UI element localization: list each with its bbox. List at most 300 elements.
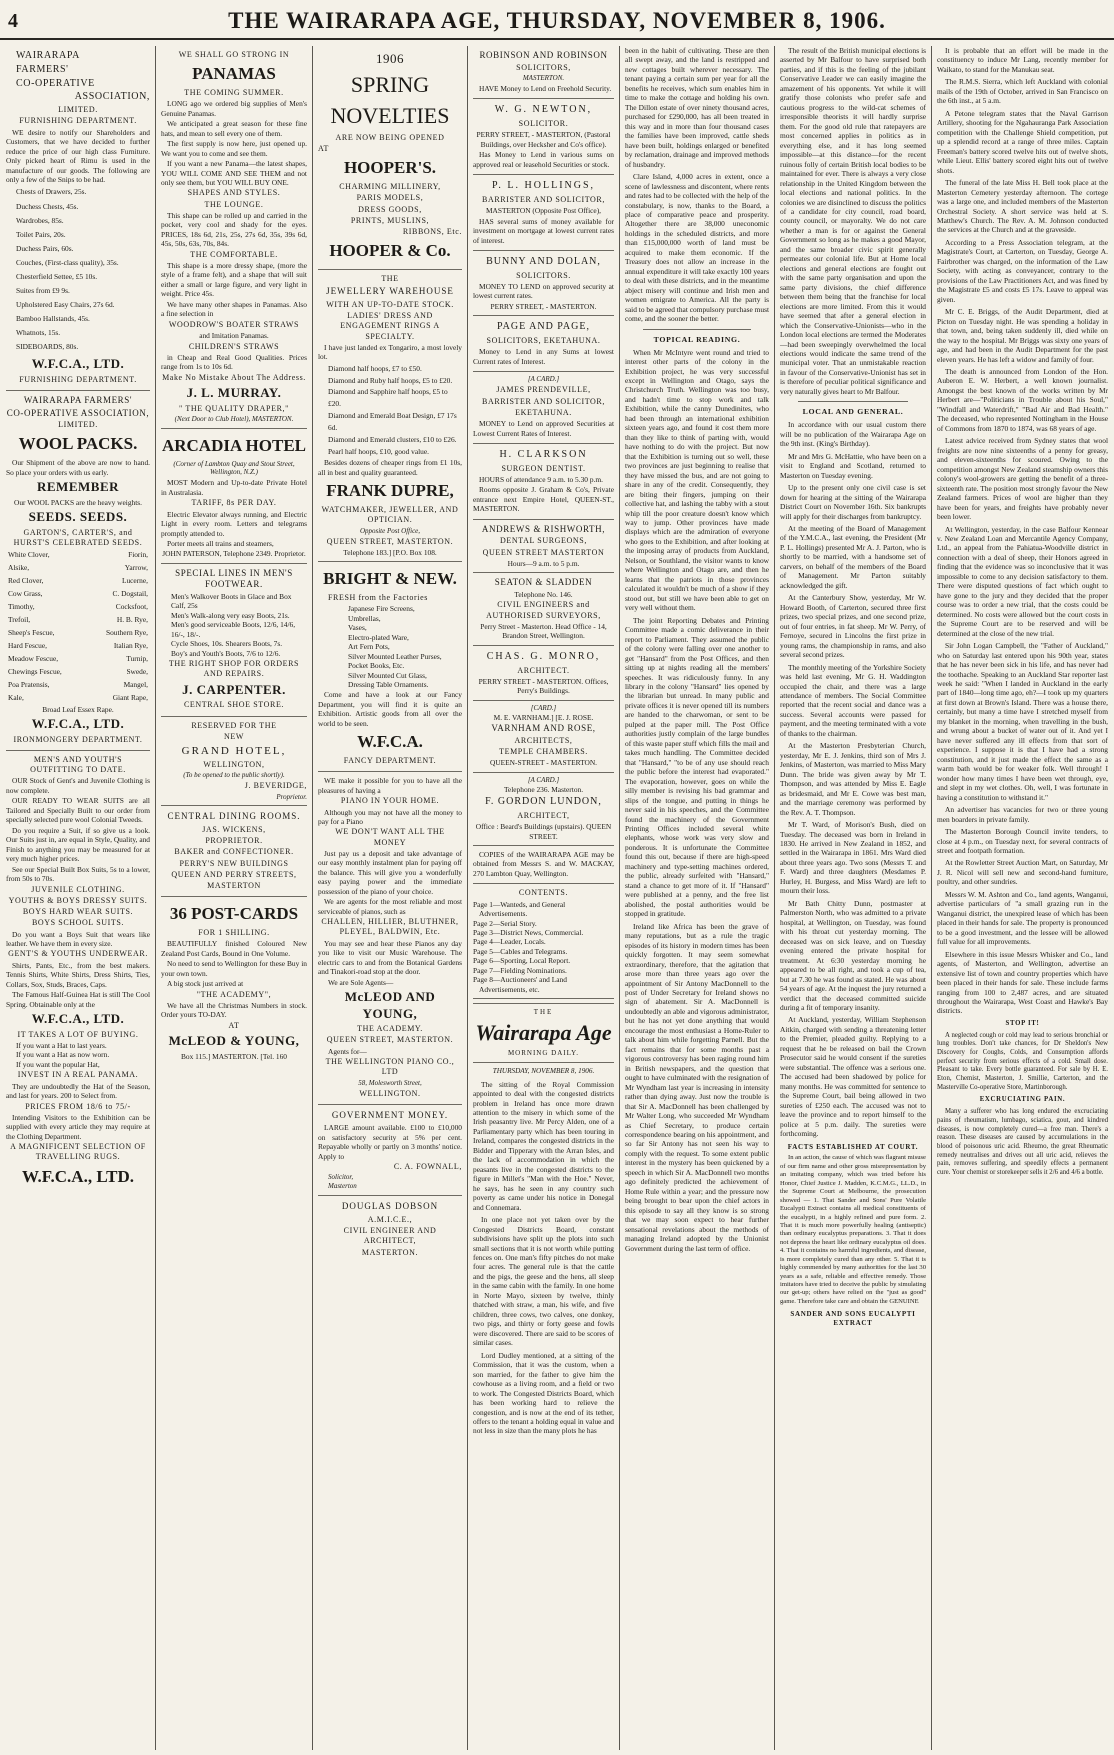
ad-text: No need to send to Wellington for these Buy in your own town. — [161, 959, 307, 978]
newspaper-title: THE WAIRARAPA AGE, THURSDAY, NOVEMBER 8, 1906. — [228, 8, 886, 33]
article-paragraph: Clare Island, 4,000 acres in extent, once a scene of lawlessness and discontent, where rents and rates had to be collected with the help of the constabulary, is now, thanks to the Board, a place of comparative peace and prosperity. Altogether there are 38,000 uneconomic holdings in the scheduled districts, and more than £15,000,000 worth of land must be acquired to make them economic. If the Treasury does not allow an increase in the annual expenditure it will take exactly 100 years to deal with these districts, and in the meantime abject misery will continue and Irish men and women emigrate to America. All the party is said to be agreed that compulsory purchase must come, and the sooner the better. — [625, 172, 769, 324]
dateline: THURSDAY, NOVEMBER 8, 1906. — [492, 1067, 595, 1076]
ad-text: MONEY TO LEND on approved security at lowest current rates. — [473, 282, 614, 301]
ad-line: CIVIL ENGINEER AND ARCHITECT, — [343, 1226, 437, 1246]
ad-subheading: CENTRAL SHOE STORE. — [183, 700, 285, 710]
ad-line: Agents for— — [328, 1046, 367, 1056]
ad-title: VARNHAM AND ROSE, — [491, 723, 596, 734]
ad-subheading: LADIES' DRESS AND ENGAGEMENT RINGS A SPECIALTY. — [340, 311, 440, 341]
hollings-card — [473, 175, 614, 251]
list-item: Page 8—Auctioneers' and Land Advertisements, etc. — [473, 975, 567, 994]
ad-line: [A CARD.] — [527, 375, 560, 384]
ad-subheading: JUVENILE CLOTHING. — [31, 884, 125, 894]
column-4 — [470, 46, 617, 1750]
article-paragraph: It is probable that an effort will be made in the constituency to induce Mr Lang, recently member for Waikato, to stand for the Manukau seat. — [937, 46, 1108, 74]
ad-line: PERRY STREET, - MASTERTON, (Pastoral Buildings, over Hecksher and Co's office). — [476, 130, 611, 149]
ad-line: Proprietor. — [276, 792, 307, 801]
ad-line: THE ACADEMY. — [357, 1024, 423, 1034]
ad-title: P. L. HOLLINGS, — [491, 180, 596, 192]
article-paragraph: The Masterton Borough Council invite tenders, to close at 4 p.m., on Tuesday next, for several contracts of street and footpath formation. — [937, 827, 1108, 855]
ad-line: JOHN PATERSON, Telephone 2349. Proprietor. — [162, 549, 306, 559]
ad-subheading: THE RIGHT SHOP FOR ORDERS AND REPAIRS. — [168, 659, 300, 679]
article-paragraph: A neglected cough or cold may lead to serious bronchial or lung troubles. Don't take chances, for Dr Sheldon's New Discovery for Coughs, Colds, and Consumption affords perfect security from serious effects of a cold. Small dose. Pleasant to take. Every bottle guaranteed. For sale by H. E. Eton, Chemist, Masterton, J. Smillie, Carterton, and the Masterville Co-operative Store, Martinborough. — [937, 1031, 1108, 1091]
ad-text: A big stock just arrived at — [167, 979, 244, 989]
list-item: Silver Mounted Leather Purses, Pocket Books, Etc. — [348, 651, 442, 671]
ad-brand: McLEOD AND YOUNG, — [344, 989, 436, 1021]
list-item: Whatnots, 15s. — [16, 328, 61, 338]
list-item: Page 6—Sporting, Local Report. — [473, 956, 571, 966]
article-paragraph: A Petone telegram states that the Naval Garrison Artillery, shooting for the Ngahauranga Park Association competition with the Challenge Shield competition, put up a splendid record at a range of three miles. Captain Freeman's battery scored twelve hits out of twelve shots, while Lieut. Ellis' battery scored eight hits out of twelve shots. — [937, 108, 1108, 175]
ad-text: Our Shipment of the above are now to hand. So place your orders with us early. — [6, 458, 150, 477]
article-paragraph: Mr C. E. Briggs, of the Audit Department, died at Picton on Tuesday night. He was spending a holiday in that town, and, being taken suddenly ill, died while on the way to the hospital. Mr Briggs was sixty one years of age, and had been in the Audit Department for the past eleven years. He has left a widow and family of four. — [937, 307, 1108, 364]
ad-heading: LIMITED. — [58, 420, 98, 430]
ad-subheading: WITH AN UP-TO-DATE STOCK. — [326, 299, 454, 309]
wfca-furniture-ad — [6, 46, 150, 391]
list-item: Diamond and Emerald Boat Design, £7 17s 6d. — [328, 411, 457, 432]
ad-text: Although you may not have all the money to pay for a Piano — [318, 807, 462, 826]
ad-subheading: FURNISHING DEPARTMENT. — [19, 374, 137, 384]
ad-subheading: IRONMONGERY DEPARTMENT. — [13, 734, 143, 744]
list-item: Chewings Fescue, Swede, — [8, 666, 148, 676]
column-6 — [777, 46, 929, 1750]
ad-title: ROBINSON AND ROBINSON — [479, 50, 608, 60]
list-item: Suites from £9 9s. — [16, 285, 70, 295]
list-item: Japanese Fire Screens, — [348, 604, 415, 614]
list-item: Bamboo Hallstands, 45s. — [16, 314, 90, 324]
ad-text: Do you want a Boys Suit that wears like leather. We have them in every size. — [6, 929, 150, 949]
ad-line: SOLICITORS, — [516, 62, 571, 72]
copies-notice — [473, 846, 614, 884]
ad-line: We are Sole Agents— — [328, 977, 394, 987]
arcadia-hotel-ad — [161, 429, 307, 564]
ad-subheading: "THE ACADEMY", — [196, 989, 272, 999]
ad-title: CHAS. G. MONRO, — [486, 650, 601, 662]
ad-title: GOVERNMENT MONEY. — [331, 1109, 449, 1120]
list-item: Broad Leaf Essex Rape. — [42, 704, 114, 714]
ad-title: F. GORDON LUNDON, — [485, 796, 602, 807]
ad-brand: HOOPER & Co. — [329, 241, 451, 261]
section-heading: FACTS ESTABLISHED AT COURT. — [787, 1142, 919, 1151]
ad-line: Solicitor, — [328, 1173, 354, 1182]
section-heading: STOP IT! — [1005, 1019, 1040, 1027]
ad-line: 58, Molesworth Street, — [358, 1078, 422, 1087]
ad-line: BARRISTER AND SOLICITOR, — [482, 194, 605, 204]
jewellery-ad — [318, 270, 462, 562]
list-item: Art Fern Pots, — [348, 642, 390, 652]
article-paragraph: In an action, the cause of which was flagrant misuse of our firm name and other gross misrepresentation by an imitating company, which was tried before his Honor, Chief Justice J. Madden, K.C.M.G., LL.D., in the Supreme Court at Melbourne, the prosecution showed — 1. That Sander and Sons' Pure Volatile Eucalypti Extract contains all medical constituents of the eucalypti, in a highly refined and pure form. 2. That it is much more powerfully healing (antiseptic) than ordinary eucalyptus preparations. 3. That it does not depress the heart like ordinary eucalyptus oil does. 4. That it contains no harmful ingredients, and disease, is more completely cured than any other. 5. That it is highly commended by many authorities for the last 30 years as a safe, reliable and effective remedy. Those imitators have tried to deceive the public by simulating our get-up; others have relied on the "just as good" game. Therefore take care and obtain the GENUINE — [780, 1154, 926, 1305]
list-item: Timothy, Cocksfoot, — [8, 602, 148, 612]
ad-text: Porter meets all trains and steamers, — [167, 538, 274, 548]
ad-line: (To be opened to the public shortly). — [183, 771, 285, 780]
ad-text: Shirts, Pants, Etc., from the best makers. Tennis Shirts, White Shirts, Dress Shirts, Ties, Collars, Sox, Studs, Braces, Caps. — [6, 960, 150, 989]
ad-subheading: CHILDREN'S STRAWS — [188, 341, 280, 351]
article-paragraph: The result of the British municipal elections is asserted by Mr Balfour to have surprised both parties, and if this is the feeling of the jubilant Conservative Leader we can easily imagine the amazement of his opponents. Yet while it will gratify those colonists who prefer safe and cautious progress to the wild-cat schemes of irresponsible theorists it will hardly surprise them. For the good old rule that ratepayers are most concerned applies in politics as in everything else, and it has long seemed impossible—at this distance—for the recent ruinous folly of certain British local bodies to be maintained for ever. There is always a very close relationship in the United Kingdom between the local elections and national politics. In the colonies we are disinclined to discuss the politics of a candidate for city council, road board, county council, or mayoralty. We do not care whether a man is for or against the General Government so long as he makes a good Mayor, and the same broader civic spirit generally permeates our colonial life. But at Home local elections and general elections are fought out with the same party organisation and upon the same party divisions, the chief difference between them being that the franchise for local elections are more limited. From this it would have seemed that after a general election in which the Conservative-Unionists—who in the London local elections are termed the Moderates—had been sweepingly overwhelmed the local elections would indicate the same trend of the municipal voter. That an unmistakable reaction in favour of the Conservative-Unionist has set in is therefore of peculiar political significance and very naturally gives heart to Mr Balfour. — [780, 46, 926, 396]
ad-title: GRAND HOTEL, — [181, 745, 287, 758]
ad-line: SURGEON DENTIST. — [501, 463, 586, 473]
article-paragraph: When Mr McIntyre went round and tried to interest other parts of the colony in the Exhibition project, he was very successful except in Wellington and Otago, says the Christchurch Truth. Wellington was too busy, and hadn't time to stop work and talk Exhibition, while the canny Dunedinites, who had been through an international exhibition sixteen years ago, and found it cost them more than they like to think of parting with, would have nothing to do with the project. But now that the Exhibition is turning out so well, these two provinces are just beginning to realise that they have missed the bus, and are not going to share in any of the credit. Consequently, they are biting their fingers, jumping on their collective hat, and lashing the tabby with a stout whip till the poor creature doesn't know which way to jump. Other provinces have made displays which are the admiration of everyone who goes to the Exhibition, and after looking at the imposing array of products from Auckland, Nelson, or Southland, the visitor wants to know where Wellington and Otago are, and then he learns that the patriots in those provinces calculated it wouldn't be much of a show if they stood out, but still we have been able to get on very well without them. — [625, 347, 769, 613]
ad-line: QUEEN STREET, MASTERTON. — [326, 536, 454, 546]
ad-line: (Next Door to Club Hotel), MASTERTON. — [174, 414, 294, 423]
ad-line: PROPRIETOR. — [205, 836, 263, 846]
list-item: Cycle Shoes, 10s. Shearers Boots, 7s. — [171, 639, 283, 649]
ad-line: ARCHITECT, — [517, 810, 570, 820]
ad-title: JEWELLERY WAREHOUSE — [326, 286, 454, 297]
list-item: Pearl half hoops, £10, good value. — [328, 446, 429, 456]
ad-title: NOVELTIES — [330, 102, 450, 128]
ad-heading: LIMITED. — [58, 105, 98, 115]
list-item: Meadow Fescue, Turnip, — [8, 653, 148, 663]
andrews-card — [473, 520, 614, 573]
ad-text: HOURS of attendance 9 a.m. to 5.30 p.m. — [479, 475, 603, 485]
ad-line: CHARMING MILLINERY, — [339, 182, 441, 192]
ad-subheading: CHALLEN, HILLIER, BLUTHNER, PLEYEL, BALDWIN, Etc. — [321, 917, 459, 937]
list-item: Umbrellas, — [348, 613, 381, 623]
ad-title: CENTRAL DINING ROOMS. — [167, 811, 301, 822]
postcards-ad — [161, 897, 307, 1065]
article-paragraph: At Wellington, yesterday, in the case Balfour Kennear v. New Zealand Loan and Mercantile Agency Company, Ltd., an appeal from the Pahiatua-Woodville district in connection with a deal of sheep, their Honors agreed in finding that the evidence was so inconclusive that it was impossible to come to any decision satisfactory to them. There were disputed questions of fact which ought to have gone to the jury and they decided that the proper course was to order a new trial, that the costs could be determined. No costs were allowed but the court costs in the Supreme Court are to be reserved and will be determined at the close of the new trial. — [937, 524, 1108, 638]
list-item: Trefoil, H. B. Rye, — [8, 614, 148, 624]
ad-line: AT — [228, 1020, 240, 1030]
ad-line: TEMPLE CHAMBERS. — [499, 746, 588, 756]
ad-brand: W.F.C.A., LTD. — [31, 1011, 125, 1027]
ad-line: If you want the popular Hat, — [16, 1059, 100, 1069]
list-item: Page 3—District News, Commercial. — [473, 928, 584, 938]
ad-line: ARCHITECT. — [517, 665, 570, 675]
ad-subheading: TARIFF, 8s PER DAY. — [191, 498, 277, 508]
ad-line: If you want a Hat as now worn. — [16, 1050, 110, 1060]
list-item: Couches, (First-class quality), 35s. — [16, 257, 119, 267]
ad-title: 36 POST-CARDS — [169, 904, 299, 924]
list-item: Chests of Drawers, 25s. — [16, 187, 87, 197]
section-rule — [798, 401, 908, 402]
ad-title: JAMES PRENDEVILLE, — [496, 385, 591, 395]
ad-brand: J. CARPENTER. — [182, 681, 286, 697]
ad-line: SOLICITORS. — [516, 270, 571, 280]
article-paragraph: Mr T. Ward, of Morison's Bush, died on Tuesday. The deceased was born in Ireland in 1830. He arrived in New Zealand in 1852, and settled in the Wairarapa in 1861. Mrs Ward died about three years ago. Two sons (Messrs T. and F. Ward) and three daughters (Mesdames P. Hurley, H. Burgess, and Miss Ward) are left to mourn their loss. — [780, 820, 926, 896]
list-item: Cow Grass, C. Dogstail, — [8, 589, 148, 599]
ad-text: Has Money to Lend in various sums on approved real or leasehold Securities or stock. — [473, 150, 614, 169]
ad-subheading: FANCY DEPARTMENT. — [343, 756, 437, 766]
section-heading: EXCRUCIATING PAIN. — [979, 1096, 1066, 1104]
ad-line: WELLINGTON. — [359, 1088, 421, 1098]
article-paragraph: The death is announced from London of the Hon. Auberon E. W. Herbert, a well known journalist. Amongst the best known of the works written by Mr Herbert are—"Politicians in Trouble about his Soul," "Windfall and Waterdrift," "Bad Air and Bad Health." The deceased, who represented Nottingham in the House of Commons from 1870 to 1874, was 68 years of age. — [937, 367, 1108, 433]
masthead — [0, 0, 1114, 40]
section-heading: LOCAL AND GENERAL. — [802, 407, 904, 417]
list-item: Duchess Pairs, 60s. — [16, 243, 74, 253]
dining-rooms-ad — [161, 806, 307, 897]
ad-text: Money to Lend in any Sums at lowest Current rates of Interest. — [473, 347, 614, 366]
ad-line: Telephone 183.] [P.O. Box 108. — [343, 547, 437, 557]
article-paragraph: In one place not yet taken over by the Congested Districts Board, constant subdivisions have split up the plots into such small sections that it is not worth while putting fences on. One man's fifty pitches do not make four acres. The general rule is that the cattle and the pigs, the geese and the hens, all sleep in the same cabin with the family. In one home in Norte Mayo, sixteen by twelve, thinly thatched with straw, a man, his wife, and five children, three cows, two calves, one donkey, two pigs, and thirty or forty geese and fowls were discovered. There are said to be scores of similar cases. — [473, 1215, 614, 1348]
section-heading: TOPICAL READING. — [653, 334, 741, 344]
ad-subheading: INVEST IN A REAL PANAMA. — [17, 1070, 139, 1080]
ad-subheading: PRICES FROM 18/6 to 75/- — [25, 1101, 131, 1111]
ad-line: YOUTHS & BOYS DRESSY SUITS. — [8, 895, 148, 905]
ad-text: They are undoubtedly the Hat of the Season, and last for years. 200 to Select from. — [6, 1081, 150, 1101]
article-paragraph: At the Rowletter Street Auction Mart, on Saturday, Mr J. R. Nicol will sell new and second-hand furniture, poultry, and other sundries. — [937, 858, 1108, 887]
ad-subheading: JAS. WICKENS, — [202, 825, 266, 834]
ad-heading: CO-OPERATIVE — [16, 77, 95, 89]
prendeville-card — [473, 372, 614, 444]
ad-brand: FRANK DUPRE, — [326, 481, 454, 501]
ad-text: Our WOOL PACKS are the heavy weights. — [13, 497, 143, 507]
article-paragraph: Latest advice received from Sydney states that wool freights are now nine sixteenths of a penny for greasy, and eleven-sixteenths for scoured. Owing to the competition amongst New Zealand steamship owners this colony's wool-growers are getting the benefit of a three-sixteenth rate. The position most strongly favour the New Zealand farmers. Prices of wool are higher than they have been for years, and freights have probably never been lower. — [937, 436, 1108, 522]
ad-text: WE make it possible for you to have all the pleasures of having a — [318, 776, 462, 795]
ad-text: We are agents for the most reliable and most serviceable of pianos, such as — [318, 897, 462, 916]
list-item: Toilet Pairs, 20s. — [16, 229, 66, 239]
ad-line: RIBBONS, Etc. — [402, 227, 462, 237]
list-item: Page 1—Wanteds, and General Advertisements. — [473, 899, 566, 919]
piano-ad — [318, 772, 462, 1105]
ad-line: PERRY STREET, - MASTERTON. — [490, 301, 597, 311]
ad-heading: RESERVED FOR THE — [191, 720, 277, 730]
ad-text: MONEY to Lend on approved Securities at Lowest Current Rates of Interest. — [473, 419, 614, 438]
column-5 — [622, 46, 772, 1750]
ad-line: QUEEN STREET, MASTERTON. — [326, 1035, 454, 1045]
ad-brand: W.F.C.A., LTD. — [31, 716, 125, 732]
ad-subheading: WOODROW'S BOATER STRAWS — [168, 319, 300, 329]
ad-subheading: THE COMFORTABLE. — [190, 249, 278, 259]
list-item: Dressing Table Ornaments. — [348, 680, 429, 689]
ad-year: 1906 — [376, 51, 404, 66]
ad-line: QUEEN AND PERRY STREETS, — [171, 869, 297, 879]
list-item: Electro-plated Ware, — [348, 632, 409, 642]
ad-text: Just pay us a deposit and take advantage of our easy monthly instalment plan for paying off the balance. This will give you a wonderfully easy paying power and the immediate possession of the piano of your choice. — [318, 848, 462, 896]
ad-line: Make No Mistake About The Address. — [162, 372, 306, 382]
ad-line: (Corner of Lambton Quay and Stout Street, Wellington, N.Z.) — [173, 459, 295, 477]
ad-line: DRESS GOODS, — [358, 204, 422, 214]
ad-text: WE desire to notify our Shareholders and Customers, that we have decided to further reduce the price of our high class Furniture. Only picked heart of Rimu is used in the manufacture of our goods. The following are only a few of the Snips to be had. — [6, 127, 150, 184]
ad-brand: W.F.C.A., LTD. — [31, 356, 125, 372]
ad-line: MASTERTON. — [361, 1247, 419, 1257]
list-item: Wardrobes, 85s. — [16, 215, 64, 225]
ad-subheading: IT TAKES A LOT OF BUYING. — [17, 1029, 139, 1039]
ad-line: SOLICITORS, EKETAHUNA. — [486, 336, 601, 346]
ad-line: Box 115.] MASTERTON. [Tel. 160 — [181, 1051, 287, 1061]
local-general — [780, 46, 926, 1328]
ad-text: See our Special Built Box Suits, 5s to a lower, from 50s to 70s. — [6, 864, 150, 884]
ad-line: Opposite Post Office, — [359, 526, 421, 535]
ad-subheading: SHAPES AND STYLES. — [187, 188, 281, 198]
page-number: 4 — [8, 10, 18, 32]
ad-line: QUEEN-STREET - MASTERTON. — [489, 758, 598, 768]
ad-subheading: A MAGNIFICENT SELECTION OF TRAVELLING RUGS. — [10, 1142, 146, 1162]
ad-heading: CO-OPERATIVE ASSOCIATION, — [6, 407, 150, 418]
robinson-card — [473, 46, 614, 99]
footwear-list — [161, 592, 307, 658]
article-paragraph: Mr Bath Chitty Dunn, postmaster at Palmerston North, who was admitted to a private hospital, at Wellington, on Tuesday, was found with his throat cut yesterday morning. The deceased was on sick leave, and on Tuesday evening entered the private hospital for treatment. At 6:30 yesterday morning he appeared to be all right, and took a cup of tea, but at 7.30 he was found as stated. He was about 54 years of age. At the inquest the jury returned a verdict that the deceased committed suicide during a fit of temporary insanity. — [780, 898, 926, 1012]
ad-line: THE — [381, 274, 399, 284]
bright-new-ad — [318, 562, 462, 772]
ad-text: HAVE Money to Lend on Freehold Security. — [479, 83, 612, 93]
ad-title: PAGE AND PAGE, — [496, 321, 590, 333]
ad-text: LARGE amount available. £100 to £10,000 on satisfactory security at 5% per cent. Repayable wholly or partly on 3 months' notice. Apply to — [318, 1123, 462, 1161]
dobson-ad — [318, 1196, 462, 1262]
list-item: Men's Walkover Boots in Glace and Box Calf, 25s — [171, 591, 292, 611]
contents-list — [473, 900, 614, 995]
ad-text: Come and have a look at our Fancy Department, you will find it is quite an Exhibition. Artistic goods from all over the world to be seen. — [318, 690, 462, 728]
ad-line: PARIS MODELS, — [356, 193, 424, 203]
list-item: Boy's and Youth's Boots, 7/6 to 12/6. — [171, 648, 281, 658]
furniture-list — [6, 185, 150, 354]
ad-text: LONG ago we ordered big supplies of Men's Genuine Panamas. — [161, 99, 307, 118]
ad-text: in Cheap and Real Good Qualities. Prices range from 1s to 10s 6d. — [161, 352, 307, 372]
ad-subheading: BAKER and CONFECTIONER. — [174, 847, 294, 857]
section-heading: SANDER AND SONS EUCALYPTI EXTRACT — [790, 1310, 916, 1328]
ad-heading: WE SHALL GO STRONG IN — [178, 50, 290, 59]
newton-card — [473, 99, 614, 175]
ad-text: BEAUTIFULLY finished Coloured New Zealand Post Cards, Bound in One Volume. — [161, 939, 307, 958]
ad-brand: W.F.C.A., LTD. — [22, 1166, 134, 1186]
ad-text: COPIES of the WAIRARAPA AGE may be obtained from Messrs S. and W. MACKAY, 270 Lambton Quay, Wellington. — [473, 849, 614, 878]
ad-line: C. A. FOWNALL, — [393, 1162, 462, 1172]
list-item: Diamond and Ruby half hoops, £5 to £20. — [328, 375, 453, 385]
ad-line: Perry Street - Masterton. Head Office - 14, Brandon Street, Wellington. — [480, 621, 607, 641]
monro-card — [473, 646, 614, 701]
list-item: Silver Mounted Cut Glass, — [348, 670, 427, 680]
ad-line: Office : Beard's Buildings (upstairs). QUEEN STREET. — [475, 822, 612, 841]
list-item: Poa Pratensis, Mangel, — [8, 679, 148, 689]
ad-text: If you want a new Panama—the latest shapes, YOU WILL COME AND SEE THEM and not only see them, but YOU WILL BUY ONE. — [161, 159, 307, 187]
ad-line: BOYS SCHOOL SUITS. — [31, 918, 125, 928]
ad-line: BARRISTER AND SOLICITOR, — [482, 396, 605, 406]
article-paragraph: Ireland like Africa has been the grave of many reputations, but as a rule the tragic episodes of its history in modern times has been quickly forgotten. It may seem somewhat extraordinary, therefore, that the agitation that arose more than three years ago over the appointment of Sir Antony MacDonnell to the post of Under Secretary for Ireland shows no sign of abatement. Sir A. MacDonnell is undoubtedly an able and vigorous administrator, but he has not yet done anything that would encourage the most enthusiast a Home-Ruler to talk about him while forgetting Parnell. But the fact remains that for some months past a vigorous controversy has been raging round him in British newspapers, and the question that ought to have culminated with the resignation of Mr Wyndham last year is increasing in intensity rather than dying away. Just now the trouble is that Sir A. MacDonnell has been challenged by Mr Walter Long, who succeeded Mr Wyndham as Chief Secretary, to produce certain correspondence bearing on his appointment, and so far Sir Antony has not seen his way to comply with the request. To some extent public interest in the mystery has been quickened by a speech in which Sir A. MacDonnell two months ago definitely predicted the achievement of Home Rule within a year; and the pressure now being brought to bear upon the chief actors in this episode to say all they know is so strong that we may soon expect to hear further sensational revelations about the methods of managing Ireland adopted by the Unionist Government during the last term of office. — [625, 921, 769, 1253]
ad-text: We have all the Christmas Numbers in stock. Order yours TO-DAY. — [161, 1000, 307, 1020]
ad-line: ARCHITECTS, — [514, 735, 573, 745]
leader-continued — [625, 46, 769, 1253]
ad-title: H. CLARKSON — [499, 448, 588, 460]
article-paragraph: Up to the present only one civil case is set down for hearing at the sitting of the Wairarapa District Court on November 16th. Six bankrupts will apply for their discharges from bankruptcy. — [780, 483, 926, 521]
ad-line: QUEEN STREET MASTERTON — [482, 547, 605, 557]
ad-line: BOYS HARD WEAR SUITS. — [22, 907, 134, 917]
ad-line: SOLICITOR. — [518, 118, 569, 128]
ad-subheading: GARTON'S, CARTER'S, and HURST'S CELEBRATED SEEDS. — [13, 527, 143, 547]
ad-subheading: FRESH from the Factories — [328, 593, 428, 603]
contents-heading: CONTENTS. — [518, 888, 569, 898]
article-paragraph: The R.M.S. Sierra, which left Auckland with colonial mails of the 19th of October, arrived in San Francisco on the 6th inst., at 5 a.m. — [937, 77, 1108, 106]
column-1 — [3, 46, 153, 1750]
ad-subheading: WE DON'T WANT ALL THE MONEY — [335, 827, 445, 847]
ad-line: Hours—9 a.m. to 5 p.m. — [507, 558, 580, 568]
article-paragraph: Sir John Logan Campbell, the "Father of Auckland," who on Saturday last entered upon his 90th year, states that he has never been sick in his life, and has never had the toothache. Speaking to an Auckland Star reporter last week he said: "When I landed in Auckland in the early part of 1840—long time ago, eh?—I took up my quarters at first down at Brown's Island. There was a house there, certainly, but many a time have I stretched myself from my blanket in the morning, when travelling in the bush, and wrung about a bucket of water out of it. And yet I have never suffered any ill effects from that sort of experience. I suppose it is that I have had a strong constitution, and it just made the effect the same as a warm bath would be for weaker folk. Well through! I wonder how many times I have been wet through, eye, and slept in my wet clothes. Oh, well, I was fortunate in having a constitution to withstand it." — [937, 641, 1108, 802]
ad-heading: ASSOCIATION, — [74, 91, 150, 103]
ad-text: Intending Visitors to the Exhibition can be supplied with every article they may require at the Clothing Department. — [6, 1112, 150, 1141]
section-rule — [643, 329, 751, 330]
ad-title: WOOL PACKS. — [18, 434, 138, 454]
ad-title: SEATON & SLADDEN — [494, 577, 593, 588]
ad-line: DENTAL SURGEONS, — [500, 536, 587, 546]
article-paragraph: Mr and Mrs G. McHattie, who have been on a visit to England and Scotland, returned to Masterton on Tuesday evening. — [780, 451, 926, 480]
ad-heading: NEW — [223, 731, 244, 741]
ad-line: and Imitation Panamas. — [199, 331, 269, 341]
contents-box — [473, 884, 614, 999]
ad-heading: WAIRARAPA — [16, 50, 80, 61]
ad-text: We have many other shapes in Panamas. Also a fine selection in — [161, 299, 307, 319]
ad-heading: WAIRARAPA FARMERS' — [23, 395, 133, 406]
article-paragraph: According to a Press Association telegram, at the Magistrate's Court, at Carterton, on Tuesday, George A. Fairbrother was charged, on the information of the Law Society, with acting as conveyancer, contrary to the provisions of the Law Practitioners Act, and was fined by the Magistrate £5 and costs £5 17s. Leave to appeal was given. — [937, 237, 1108, 304]
list-item: Page 7—Fielding Nominations. — [473, 965, 567, 975]
list-item: Diamond and Sapphire half hoops, £5 to £20. — [328, 387, 448, 409]
ad-line: Masterton — [328, 1182, 357, 1191]
grand-hotel-ad — [161, 717, 307, 807]
ad-line: A.M.I.C.E., — [367, 1214, 413, 1224]
list-item: SIDEBOARDS, 80s. — [16, 342, 79, 352]
panamas-ad — [161, 46, 307, 429]
article-paragraph: The monthly meeting of the Yorkshire Society was held last evening, Mr G. H. Waddington occupied the chair, and there was a large attendance of members. The Social Committee reported that the recent social and dance was a success. Several accounts were passed for payment, and the meeting terminated with a vote of thanks to the chairman. — [780, 662, 926, 738]
ad-text: HAS several sums of money available for investment on mortgage at lowest current rates of interest. — [473, 216, 614, 245]
ad-line: " THE QUALITY DRAPER," — [179, 403, 289, 413]
article-paragraph: The joint Reporting Debates and Printing Committee made a comic deliverance in their report to Parliament. They assumed the public of the colony were falling over one another to get "Hansard" from the Post Offices, and then sitting up at nights reading all the members' speeches. It was ridiculously funny. In any library in the colony "Hansard" lies opened by the librarian but unread. In many public and private offices it is never opened till its numbers are handed to the charwoman, or sent to be pulped at the paper mill. The Post Office authorities justly complain of the large bundles of this waste paper stuff which fills the mail and takes much handling. The Committee decided that "Hansard," "to be of any use should reach the public before the interest had evaporated." The evaporation, however, goes on while the silly member is revising his bad grammar and slips of the tongue, and putting in things he never said in his speeches, and the Committee found the machinery of the Government Printing Offices included several white elephants, whose work was very slow and ponderous. It is unfortunate the Committee found this out, because if there are high-speed machinery and type-setting machines ordered, the public, already surfeited with "Hansard," stand a chance to get more of it. If "Hansard" were published at a penny, and the free list abolished, the postal authorities would be stopped in gratitude. — [625, 615, 769, 919]
masthead-subtitle: MORNING DAILY. — [507, 1049, 580, 1058]
wfca-wool-ad — [6, 391, 150, 751]
ad-text: MOST Modern and Up-to-date Private Hotel in Australasia. — [161, 478, 307, 497]
ring-list — [318, 363, 462, 458]
ad-title: BUNNY AND DOLAN, — [486, 255, 601, 267]
list-item: Page 2—Serial Story. — [473, 918, 537, 928]
column-7 — [934, 46, 1111, 1750]
list-item: Sheep's Fescue, Southern Rye, — [8, 627, 148, 637]
ad-title: ARCADIA HOTEL — [161, 435, 307, 455]
ad-line: PRINTS, MUSLINS, — [350, 215, 430, 225]
ad-line: PERRY'S NEW BUILDINGS — [179, 858, 289, 868]
list-item: Hard Fescue, Italian Rye, — [8, 640, 148, 650]
ad-text: Electric Elevator always running, and Electric Light in every room. Letters and telegrams promptly attended to. — [161, 509, 307, 538]
ad-line: [CARD.] — [530, 703, 557, 712]
column-3 — [315, 46, 465, 1750]
hoopers-ad — [318, 46, 462, 270]
article-paragraph: The sitting of the Royal Commission appointed to deal with the congested districts problem in Ireland has once more drawn attention to the misery in which some of the Irish peasantry live. Mr Percy Alden, one of a Parliamentary party which has been touring in Ireland, compares the congested districts in the Bidder and Tipperary with the Arran Isles, and the lack of accommodation in which the peasants live in the congested districts to the figure in Millet's "Man with the Hoe." Never, he says, has he seen in any country such poverty as came under his notice in Donegal and Connemara. — [473, 1079, 614, 1212]
ad-heading: MEN'S AND YOUTH'S OUTFITTING TO DATE. — [30, 754, 126, 775]
ad-subheading: GENT'S & YOUTHS UNDERWEAR. — [8, 949, 148, 959]
ad-line: [A CARD.] — [527, 775, 560, 784]
ad-text: OUR Stock of Gent's and Juvenile Clothing is now complete. — [6, 776, 150, 795]
london-card — [473, 773, 614, 846]
ad-line: MASTERTON — [207, 881, 261, 891]
list-item: Red Clover, Lucerne, — [8, 576, 148, 586]
ad-text: I have just landed ex Tongariro, a most lovely lot. — [318, 342, 462, 362]
seaton-card — [473, 573, 614, 645]
article-paragraph: The funeral of the late Miss H. Bell took place at the Masterton Cemetery yesterday afternoon. The cortege was a large one, and included members of the Masterton Orchestral Society. A short service was held at S. Matthew's Church. The Rev. A. M. Johnson conducted the services at the Church and at the graveside. — [937, 178, 1108, 235]
list-item: Kale, Giant Rape, — [8, 692, 148, 702]
ad-subheading: PIANO IN YOUR HOME. — [340, 796, 440, 806]
wfca-outfitting-ad — [6, 751, 150, 1194]
article-paragraph: At the Canterbury Show, yesterday, Mr W. Howard Booth, of Carterton, secured three first prizes, two special prizes, and one second prize, out of four entries, in fat sheep. Mr W. Perry, of Fernoye, secured in Lincolns the first prize in young rams, the championship in rams, and also several second prizes. — [780, 593, 926, 660]
article-paragraph: Lord Dudley mentioned, at a sitting of the Commission, that it was the custom, when a son married, for the father to give him the cowhouse as a living room, and a field or two to work. The Congested Districts Board, which has been working hard to relieve the congestion, and is now at the end of its tether, offers to the tenant a holding equal in value and not less in size than the many plots he has — [473, 1350, 614, 1436]
footwear-ad — [161, 564, 307, 717]
ad-title: REMEMBER — [37, 479, 119, 495]
varnham-card — [473, 701, 614, 773]
ad-line: MASTERTON. — [522, 73, 565, 82]
ad-text: The first supply is now here, just opened up. We want you to come and see them. — [161, 139, 307, 158]
ad-title: SPRING — [350, 71, 430, 97]
article-paragraph: Elsewhere in this issue Messrs Whisker and Co., land agents, of Masterton, and Wellington, advertise an extensive list of town and country properties which have been placed in their hands for sale. These include farms ranging from 100 to 2,487 acres, and are situated throughout the Wairarapa, West Coast and Hawke's Bay districts. — [937, 949, 1108, 1016]
article-paragraph: Messrs W. M. Ashton and Co., land agents, Wanganui, advertise particulars of "a small grazing run in the Wanganui district, the unexpired lease of which has been placed in their hands for sale. The property is pronounced to be a good investment, and the lessee will be allowed full value for all improvements. — [937, 889, 1108, 947]
ad-text: Do you require a Suit, if so give us a look. Our Suits just in, are equal in Style, Quality, and Finish to anything you may be measured for at very much higher prices. — [6, 825, 150, 864]
ad-title: HOOPER'S. — [343, 158, 437, 178]
ad-line: J. BEVERIDGE, — [244, 781, 307, 791]
list-item: Upholstered Easy Chairs, 27s 6d. — [16, 299, 115, 309]
article-paragraph: been in the habit of cultivating. These are then all swept away, and the land is restripped and new cottages built wherever necessary. The tenant paying a certain sum per year for all the benefits he receives, which sum enables him in time to make the cottage and holding his own. The Dillon estate of over ninety thousand acres, purchased for £290,000, has all been treated in this way and in more than four thousand cases the families have been improved, cattle sheds have been built, holdings enlarged or benefited by reclamation, drainage and improved methods of husbandry. — [625, 46, 769, 169]
list-item: Duchess Chests, 45s. — [16, 201, 79, 211]
list-item: Men's good serviceable Boots, 12/6, 14/6, 16/-, 18/-. — [171, 620, 296, 639]
ad-title: DOUGLAS DOBSON — [341, 1201, 439, 1212]
list-item: Diamond and Emerald clusters, £10 to £26. — [328, 434, 457, 444]
ad-brand: J. L. MURRAY. — [186, 384, 282, 400]
ad-text: The Famous Half-Guinea Hat is still The Cool Spring. Obtainable only at the — [6, 990, 150, 1009]
list-item: Alsike, Yarrow, — [8, 563, 148, 573]
ad-brand: W.F.C.A. — [357, 732, 423, 752]
article-paragraph: Many a sufferer who has long endured the excruciating pains of rheumatism, lumbago, sciatica, gout, and kindred diseases, is now completely cured—a free man. There's a reason. These diseases are caused by accumulations in the blood of poisonous uric acid. Rheumo, the great Rheumatic remedy neutralises and drives out all uric acid, relieves the pain, removes suffering, and speedily effects a permanent cure. Your chemist or storekeeper sells it 2/6 and 4/6 a bottle. — [937, 1108, 1108, 1176]
